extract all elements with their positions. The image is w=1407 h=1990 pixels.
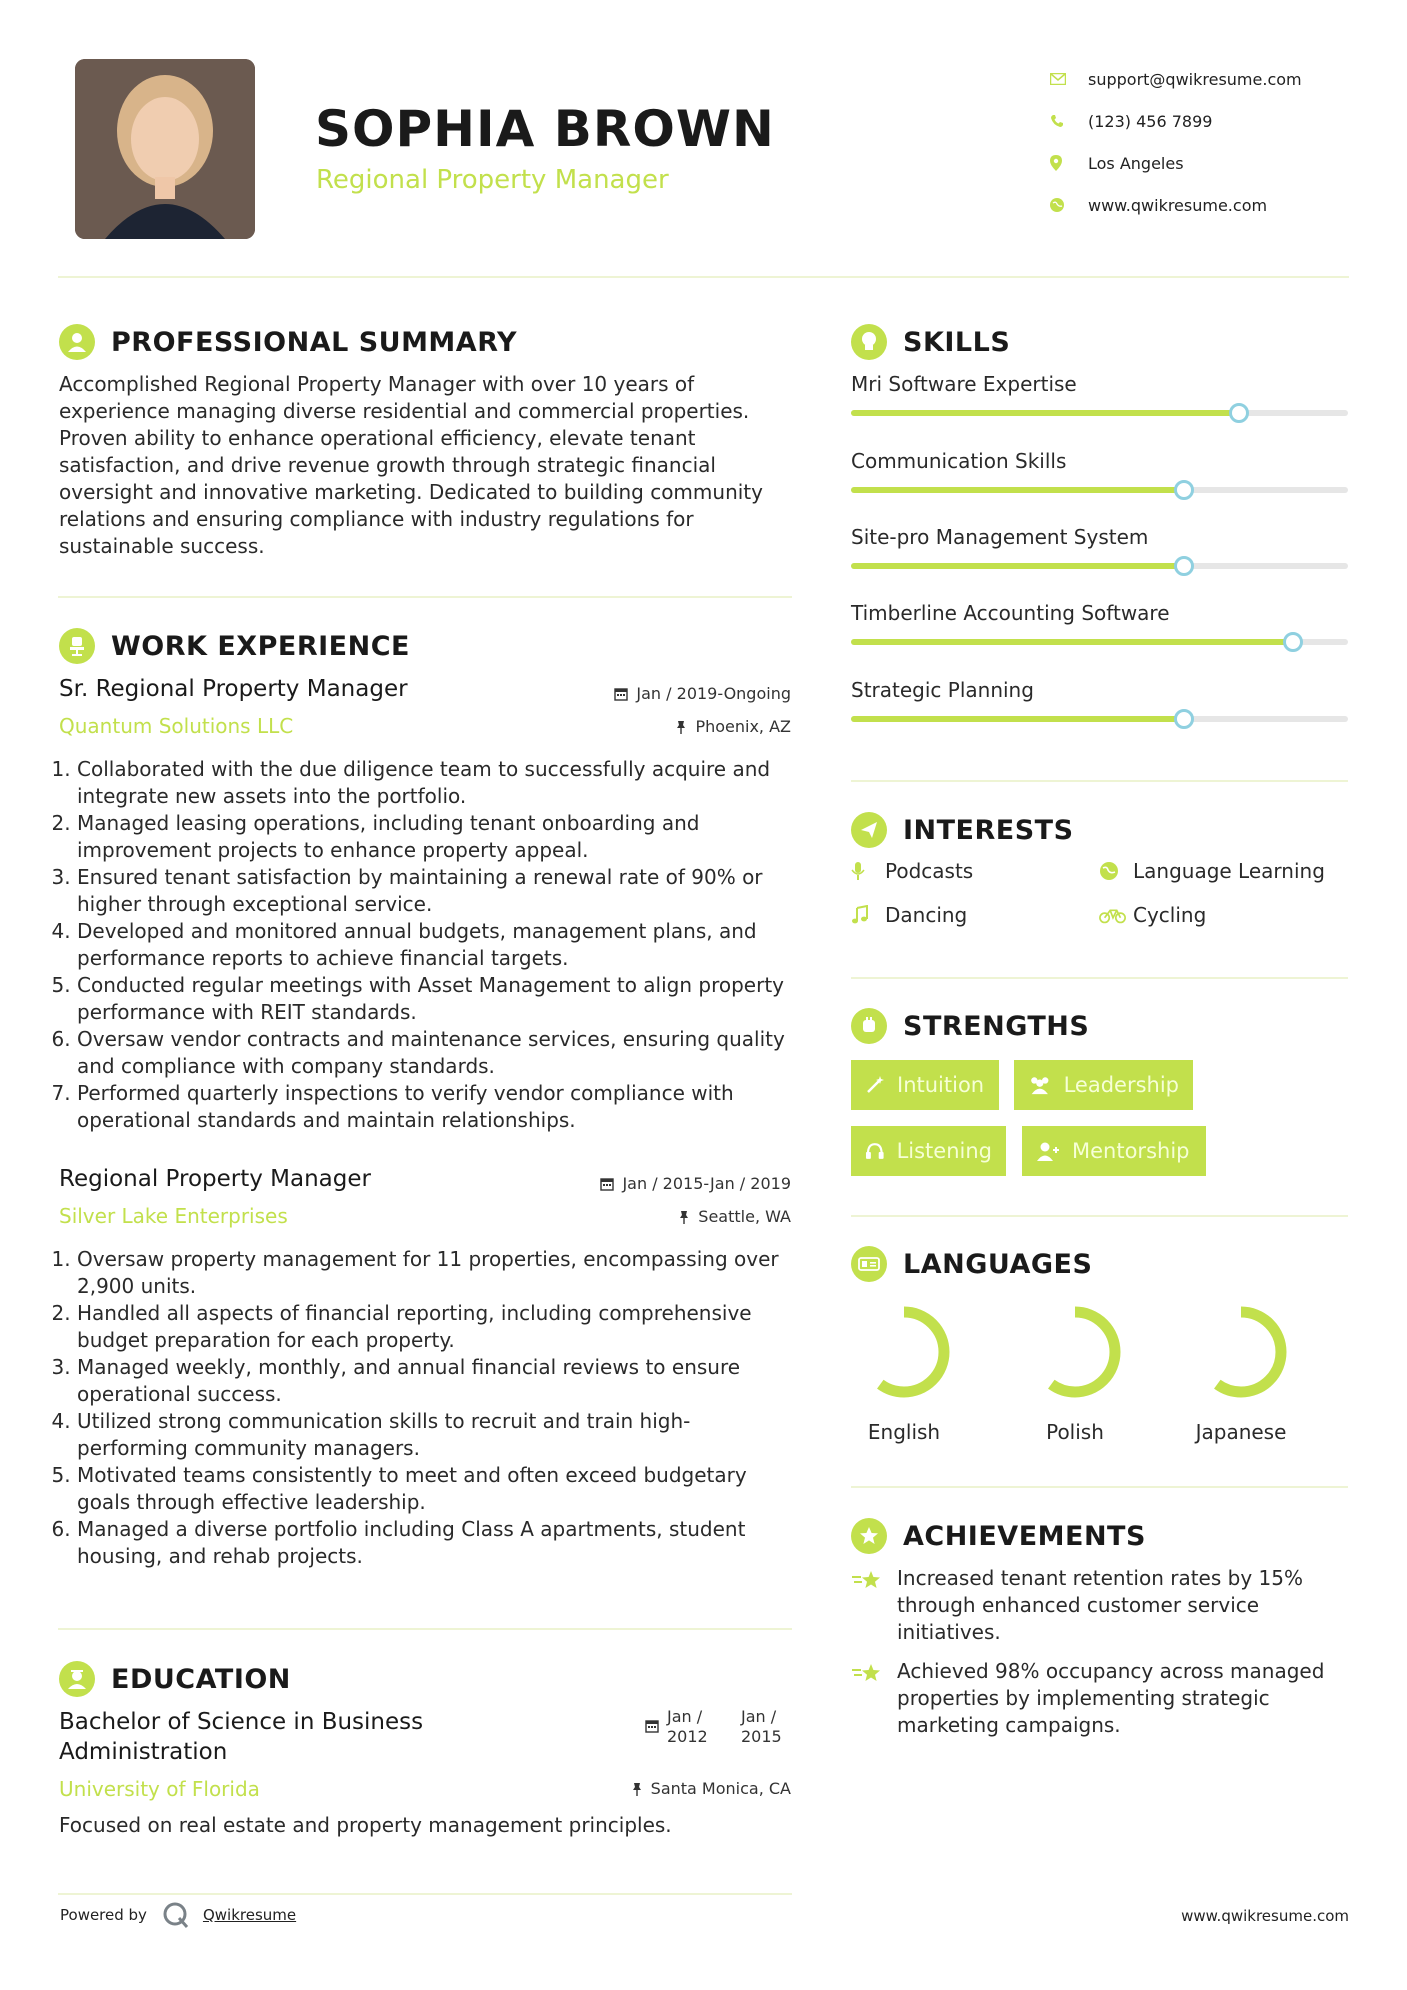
graduate-icon: [59, 1661, 95, 1697]
skill-2-label: Communication Skills: [851, 449, 1067, 473]
globe-icon: [1099, 861, 1127, 881]
phone-text: (123) 456 7899: [1088, 111, 1213, 131]
education-title: EDUCATION: [111, 1663, 291, 1695]
job-1-responsibilities: [59, 756, 799, 1134]
powered-by-label: Powered by: [60, 1906, 147, 1924]
skill-1-track: [851, 410, 1348, 416]
language-polish: [1000, 1302, 1150, 1444]
calendar-icon: [614, 687, 628, 701]
bicycle-icon: [1099, 906, 1127, 924]
qwikresume-link[interactable]: Qwikresume: [202, 1906, 297, 1924]
pushpin-icon: [675, 720, 687, 734]
microphone-icon: [851, 861, 879, 881]
interest-label: Dancing: [885, 903, 968, 927]
experience-title: WORK EXPERIENCE: [111, 630, 410, 662]
job-1-location: [500, 717, 791, 736]
skill-4-track: [851, 639, 1348, 645]
job-2-company: Silver Lake Enterprises: [59, 1204, 288, 1228]
interests-heading: [851, 812, 1074, 848]
list-item: 5. Conducted regular meetings with Asset Management to align property performance with REIT standards.: [77, 972, 799, 1026]
contact-email[interactable]: [1050, 58, 1302, 100]
education-dates: [600, 1707, 791, 1747]
education-school: University of Florida: [59, 1777, 260, 1801]
education-heading: [59, 1661, 291, 1697]
achievement-1: [851, 1565, 1351, 1646]
skill-2-track: [851, 487, 1348, 493]
calendar-icon: [645, 1719, 659, 1733]
shooting-star-icon: [851, 1658, 897, 1739]
skill-2-knob: [1174, 480, 1194, 500]
list-item: 2. Managed leasing operations, including tenant onboarding and improvement projects to enhance property appeal.: [77, 810, 799, 864]
skill-1-label: Mri Software Expertise: [851, 372, 1077, 396]
skill-4-label: Timberline Accounting Software: [851, 601, 1170, 625]
list-item: 7. Performed quarterly inspections to verify vendor compliance with operational standards and maintain relationships.: [77, 1080, 799, 1134]
star-badge-icon: [851, 1518, 887, 1554]
experience-divider: [58, 1628, 792, 1630]
job-1-dates-text: Jan / 2019-Ongoing: [636, 684, 791, 703]
skill-4: [851, 601, 1348, 645]
job-1-dates: [500, 684, 791, 703]
language-english-ring: [854, 1302, 954, 1402]
office-chair-icon: [59, 628, 95, 664]
email-text: support@qwikresume.com: [1088, 69, 1302, 89]
strengths-heading: [851, 1008, 1089, 1044]
education-divider: [58, 1893, 792, 1895]
strengths-divider: [851, 1215, 1348, 1217]
fist-icon: [851, 1008, 887, 1044]
language-polish-ring: [1025, 1302, 1125, 1402]
language-icon: [851, 1246, 887, 1282]
language-english: [829, 1302, 979, 1444]
strength-listening: [851, 1126, 1006, 1176]
achievement-2: [851, 1658, 1351, 1739]
interest-dancing: [851, 903, 967, 927]
interests-title: INTERESTS: [903, 814, 1074, 846]
skill-3-knob: [1174, 556, 1194, 576]
skill-2: [851, 449, 1348, 493]
list-item: 4. Utilized strong communication skills to recruit and train high-performing community managers.: [77, 1408, 799, 1462]
globe-icon: [1050, 198, 1088, 212]
candidate-title: Regional Property Manager: [316, 165, 669, 195]
strength-leadership: [1014, 1060, 1193, 1110]
job-1-location-text: Phoenix, AZ: [695, 717, 791, 736]
language-japanese: [1166, 1302, 1316, 1444]
skill-3-track: [851, 563, 1348, 569]
summary-heading: [59, 324, 517, 360]
achievement-text: Achieved 98% occupancy across managed properties by implementing strategic marketing campaigns.: [897, 1659, 1325, 1737]
location-text: Los Angeles: [1088, 153, 1184, 173]
education-description: Focused on real estate and property management principles.: [59, 1813, 672, 1837]
strength-label: Mentorship: [1072, 1139, 1190, 1163]
job-2-responsibilities: [59, 1246, 799, 1570]
achievements-title: ACHIEVEMENTS: [903, 1520, 1146, 1552]
interest-language-learning: [1099, 859, 1325, 883]
interest-label: Cycling: [1133, 903, 1207, 927]
list-item: 6. Oversaw vendor contracts and maintenance services, ensuring quality and compliance with company standards.: [77, 1026, 799, 1080]
job-2-location-text: Seattle, WA: [698, 1207, 791, 1226]
list-item: 3. Managed weekly, monthly, and annual financial reviews to ensure operational success.: [77, 1354, 799, 1408]
education-date-start: Jan / 2012: [667, 1707, 708, 1746]
interest-podcasts: [851, 859, 973, 883]
strength-label: Leadership: [1063, 1073, 1179, 1097]
skill-5-track: [851, 716, 1348, 722]
paper-plane-icon: [851, 812, 887, 848]
education-location: [500, 1779, 791, 1798]
education-date-end: Jan / 2015: [741, 1707, 782, 1746]
interest-label: Podcasts: [885, 859, 974, 883]
interest-cycling: [1099, 903, 1206, 927]
strength-label: Listening: [896, 1139, 992, 1163]
pushpin-icon: [678, 1210, 690, 1224]
skills-divider: [851, 780, 1348, 782]
skill-4-fill: [851, 639, 1293, 645]
website-text: www.qwikresume.com: [1088, 195, 1268, 215]
contact-location: [1050, 142, 1302, 184]
skill-5-knob: [1174, 709, 1194, 729]
group-icon: [1028, 1075, 1052, 1095]
skills-heading: [851, 324, 1010, 360]
phone-icon: [1050, 114, 1088, 128]
language-label: English: [867, 1420, 941, 1444]
list-item: 6. Managed a diverse portfolio including Class A apartments, student housing, and rehab projects.: [77, 1516, 799, 1570]
list-item: 3. Ensured tenant satisfaction by maintaining a renewal rate of 90% or higher through exceptional service.: [77, 864, 799, 918]
user-icon: [59, 324, 95, 360]
pushpin-icon: [631, 1782, 643, 1796]
strengths-title: STRENGTHS: [903, 1010, 1090, 1042]
languages-title: LANGUAGES: [903, 1248, 1093, 1280]
lightbulb-icon: [851, 324, 887, 360]
list-item: 2. Handled all aspects of financial reporting, including comprehensive budget preparation for each property.: [77, 1300, 799, 1354]
job-2-location: [500, 1207, 791, 1226]
language-japanese-ring: [1191, 1302, 1291, 1402]
email-icon: [1050, 73, 1088, 85]
strength-intuition: [851, 1060, 999, 1110]
education-location-text: Santa Monica, CA: [650, 1779, 791, 1798]
skill-3: [851, 525, 1348, 569]
job-1-company: Quantum Solutions LLC: [59, 714, 294, 738]
language-label: Japanese: [1195, 1420, 1287, 1444]
music-note-icon: [851, 905, 879, 925]
job-2-title: Regional Property Manager: [59, 1166, 371, 1192]
skill-3-label: Site-pro Management System: [851, 525, 1149, 549]
skill-5-label: Strategic Planning: [851, 678, 1034, 702]
job-2-dates: [500, 1174, 791, 1193]
experience-heading: [59, 628, 410, 664]
location-pin-icon: [1050, 155, 1088, 171]
add-user-icon: [1036, 1141, 1060, 1161]
skill-2-fill: [851, 487, 1184, 493]
strength-mentorship: [1022, 1126, 1206, 1176]
contact-website[interactable]: [1050, 184, 1302, 226]
skill-5: [851, 678, 1348, 722]
job-2-dates-text: Jan / 2015-Jan / 2019: [622, 1174, 791, 1193]
job-1-title: Sr. Regional Property Manager: [59, 676, 408, 702]
shooting-star-icon: [851, 1565, 897, 1646]
languages-divider: [851, 1486, 1348, 1488]
skill-1-fill: [851, 410, 1239, 416]
skill-1: [851, 372, 1348, 416]
headphones-icon: [865, 1141, 885, 1161]
profile-photo: [75, 59, 255, 239]
skill-4-knob: [1283, 632, 1303, 652]
strength-label: Intuition: [897, 1073, 985, 1097]
interests-divider: [851, 977, 1348, 979]
summary-divider: [58, 596, 792, 598]
summary-text: Accomplished Regional Property Manager with over 10 years of experience managing diverse residential and commercial properties. Proven ability to enhance operational efficiency, elevate tenant satisfaction, and drive revenue growth through strategic financial oversight and innovative marketing. Dedicated to building community relations and ensuring compliance with industry regulations for sustainable success.: [59, 372, 763, 558]
list-item: 4. Developed and monitored annual budgets, management plans, and performance reports to achieve financial targets.: [77, 918, 799, 972]
skills-title: SKILLS: [903, 326, 1011, 358]
candidate-name: SOPHIA BROWN: [315, 100, 775, 158]
magic-wand-icon: [865, 1075, 885, 1095]
skill-3-fill: [851, 563, 1184, 569]
calendar-icon: [600, 1177, 614, 1191]
contact-phone[interactable]: [1050, 100, 1302, 142]
languages-heading: [851, 1246, 1092, 1282]
achievement-text: Increased tenant retention rates by 15% through enhanced customer service initiatives.: [897, 1566, 1303, 1644]
skill-1-knob: [1229, 403, 1249, 423]
skill-5-fill: [851, 716, 1184, 722]
list-item: 1. Oversaw property management for 11 properties, encompassing over 2,900 units.: [77, 1246, 799, 1300]
interest-label: Language Learning: [1133, 859, 1325, 883]
qwikresume-logo-icon: [161, 1900, 191, 1930]
list-item: 5. Motivated teams consistently to meet and often exceed budgetary goals through effective leadership.: [77, 1462, 799, 1516]
achievements-heading: [851, 1518, 1146, 1554]
contact-block: [1050, 58, 1302, 226]
education-degree: Bachelor of Science in Business Administration: [59, 1709, 424, 1765]
list-item: 1. Collaborated with the due diligence team to successfully acquire and integrate new assets into the portfolio.: [77, 756, 799, 810]
language-label: Polish: [1046, 1420, 1104, 1444]
footer-powered-by: [60, 1900, 296, 1930]
summary-title: PROFESSIONAL SUMMARY: [111, 326, 518, 358]
header-divider: [58, 276, 1349, 278]
footer-website[interactable]: www.qwikresume.com: [1181, 1907, 1349, 1925]
